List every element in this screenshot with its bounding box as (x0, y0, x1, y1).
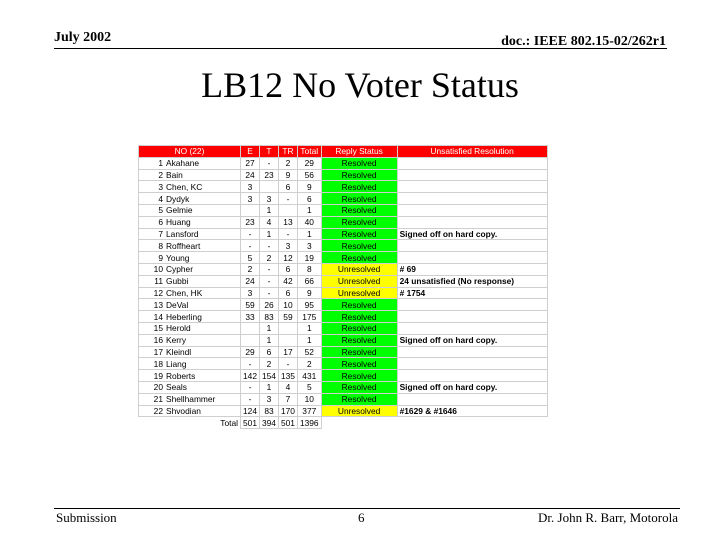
voter-number: 10 (153, 264, 163, 275)
tr-count-cell: - (278, 228, 297, 240)
reply-status-cell: Resolved (321, 252, 397, 264)
total-count-cell: 1 (297, 228, 321, 240)
column-header-reply-status: Reply Status (321, 146, 397, 158)
unsatisfied-resolution-cell: #1629 & #1646 (397, 405, 547, 417)
tr-count-cell: - (278, 193, 297, 205)
voter-number: 3 (158, 181, 163, 192)
tr-count-cell: 59 (278, 311, 297, 323)
total-count-cell: 6 (297, 193, 321, 205)
footer-submission: Submission (56, 510, 117, 525)
unsatisfied-resolution-cell (397, 346, 547, 358)
voter-name: Kleindl (166, 346, 192, 357)
total-count-cell: 175 (297, 311, 321, 323)
table-row (139, 334, 548, 346)
voter-name-cell (139, 275, 241, 287)
voter-name: Liang (166, 358, 187, 369)
voter-name: Kerry (166, 335, 187, 346)
reply-status-cell: Resolved (321, 181, 397, 193)
table-row (139, 322, 548, 334)
table-body (139, 157, 548, 417)
total-count-cell: 1 (297, 322, 321, 334)
unsatisfied-resolution-cell (397, 322, 547, 334)
voter-name: Huang (166, 217, 191, 228)
reply-status-cell: Resolved (321, 311, 397, 323)
voter-name-cell (139, 358, 241, 370)
table-header-row (139, 146, 548, 158)
e-count-cell: 59 (241, 299, 260, 311)
unsatisfied-resolution-cell (397, 181, 547, 193)
total-count-cell: 5 (297, 381, 321, 393)
voter-name: Cypher (166, 264, 193, 275)
no-voter-status-table (138, 145, 548, 429)
total-empty-note (397, 417, 547, 429)
table-row (139, 393, 548, 405)
voter-name-cell (139, 311, 241, 323)
e-count-cell: 24 (241, 275, 260, 287)
voter-name: Roffheart (166, 240, 201, 251)
total-count-cell: 1 (297, 204, 321, 216)
t-count-cell: 83 (259, 311, 278, 323)
e-count-cell: - (241, 381, 260, 393)
tr-count-cell: 135 (278, 370, 297, 382)
voter-name-cell (139, 240, 241, 252)
voter-number: 16 (153, 335, 163, 346)
t-count-cell: - (259, 263, 278, 275)
table-row (139, 252, 548, 264)
unsatisfied-resolution-cell (397, 204, 547, 216)
unsatisfied-resolution-cell (397, 169, 547, 181)
reply-status-cell: Resolved (321, 370, 397, 382)
voter-name-cell (139, 346, 241, 358)
e-count-cell: 2 (241, 263, 260, 275)
total-count-cell: 377 (297, 405, 321, 417)
t-count-cell: 154 (259, 370, 278, 382)
column-header-unsatisfied-resolution: Unsatisfied Resolution (397, 146, 547, 158)
unsatisfied-resolution-cell (397, 252, 547, 264)
table-row (139, 240, 548, 252)
table-row (139, 169, 548, 181)
voter-number: 14 (153, 311, 163, 322)
reply-status-cell: Resolved (321, 393, 397, 405)
column-header-e: E (241, 146, 260, 158)
voter-name: Gelmie (166, 205, 193, 216)
table-row (139, 204, 548, 216)
table-row (139, 193, 548, 205)
voter-name: Akahane (166, 158, 200, 169)
voter-name: Heberling (166, 311, 202, 322)
unsatisfied-resolution-cell: Signed off on hard copy. (397, 228, 547, 240)
voter-name-cell (139, 216, 241, 228)
reply-status-cell: Unresolved (321, 405, 397, 417)
reply-status-cell: Resolved (321, 299, 397, 311)
t-count-cell: 2 (259, 358, 278, 370)
table-row (139, 157, 548, 169)
t-count-cell: 26 (259, 299, 278, 311)
voter-name: Bain (166, 169, 183, 180)
voter-number: 12 (153, 287, 163, 298)
voter-number: 5 (158, 205, 163, 216)
column-header-voter: NO (22) (139, 146, 241, 158)
voter-name-cell (139, 287, 241, 299)
unsatisfied-resolution-cell: # 1754 (397, 287, 547, 299)
total-row (139, 417, 548, 429)
tr-count-cell: 170 (278, 405, 297, 417)
voter-number: 2 (158, 169, 163, 180)
voter-number: 17 (153, 346, 163, 357)
voter-number: 18 (153, 358, 163, 369)
voter-name-cell (139, 334, 241, 346)
e-count-cell: 3 (241, 181, 260, 193)
total-count-cell: 431 (297, 370, 321, 382)
e-count-cell: 33 (241, 311, 260, 323)
t-count-cell: 1 (259, 322, 278, 334)
t-count-cell: 83 (259, 405, 278, 417)
tr-count-cell: 17 (278, 346, 297, 358)
voter-number: 7 (158, 228, 163, 239)
t-count-cell: - (259, 157, 278, 169)
e-count-cell: 5 (241, 252, 260, 264)
voter-name: Dydyk (166, 193, 190, 204)
tr-count-cell: - (278, 358, 297, 370)
total-count-cell: 9 (297, 181, 321, 193)
reply-status-cell: Resolved (321, 193, 397, 205)
total-count-cell: 10 (297, 393, 321, 405)
header-divider (54, 48, 667, 49)
t-count-cell: 3 (259, 193, 278, 205)
reply-status-cell: Resolved (321, 169, 397, 181)
voter-name-cell (139, 252, 241, 264)
e-count-cell: 142 (241, 370, 260, 382)
t-count-cell: 1 (259, 381, 278, 393)
voter-name: Chen, HK (166, 287, 203, 298)
voter-name-cell (139, 228, 241, 240)
voter-name: Lansford (166, 228, 199, 239)
total-count-cell: 8 (297, 263, 321, 275)
unsatisfied-resolution-cell (397, 240, 547, 252)
total-tr: 501 (278, 417, 297, 429)
e-count-cell: 24 (241, 169, 260, 181)
reply-status-cell: Unresolved (321, 263, 397, 275)
total-count-cell: 95 (297, 299, 321, 311)
e-count-cell: - (241, 228, 260, 240)
reply-status-cell: Resolved (321, 240, 397, 252)
unsatisfied-resolution-cell (397, 216, 547, 228)
voter-number: 1 (158, 158, 163, 169)
tr-count-cell: 7 (278, 393, 297, 405)
voter-number: 20 (153, 382, 163, 393)
table-row (139, 358, 548, 370)
tr-count-cell: 10 (278, 299, 297, 311)
voter-name-cell (139, 157, 241, 169)
tr-count-cell (278, 322, 297, 334)
unsatisfied-resolution-cell: # 69 (397, 263, 547, 275)
e-count-cell (241, 334, 260, 346)
page-number: 6 (358, 510, 365, 525)
e-count-cell: 124 (241, 405, 260, 417)
tr-count-cell: 2 (278, 157, 297, 169)
reply-status-cell: Resolved (321, 157, 397, 169)
voter-name-cell (139, 169, 241, 181)
unsatisfied-resolution-cell (397, 299, 547, 311)
header-document-id: doc.: IEEE 802.15-02/262r1 (501, 34, 666, 49)
total-count-cell: 3 (297, 240, 321, 252)
voter-name-cell (139, 204, 241, 216)
table-row (139, 181, 548, 193)
voter-name-cell (139, 263, 241, 275)
voter-number: 11 (154, 276, 163, 287)
voter-number: 21 (153, 394, 163, 405)
e-count-cell: 3 (241, 193, 260, 205)
e-count-cell: 27 (241, 157, 260, 169)
total-grand: 1396 (297, 417, 321, 429)
tr-count-cell: 3 (278, 240, 297, 252)
unsatisfied-resolution-cell: Signed off on hard copy. (397, 381, 547, 393)
table-row (139, 311, 548, 323)
total-count-cell: 19 (297, 252, 321, 264)
e-count-cell: - (241, 358, 260, 370)
reply-status-cell: Resolved (321, 346, 397, 358)
tr-count-cell: 6 (278, 287, 297, 299)
table-row (139, 228, 548, 240)
unsatisfied-resolution-cell: 24 unsatisfied (No response) (397, 275, 547, 287)
voter-number: 6 (158, 217, 163, 228)
t-count-cell: 2 (259, 252, 278, 264)
e-count-cell: 3 (241, 287, 260, 299)
e-count-cell (241, 322, 260, 334)
table-row (139, 405, 548, 417)
e-count-cell: - (241, 240, 260, 252)
table-row (139, 381, 548, 393)
voter-number: 19 (153, 370, 163, 381)
total-count-cell: 66 (297, 275, 321, 287)
tr-count-cell (278, 204, 297, 216)
total-label: Total (220, 417, 238, 428)
voter-name-cell (139, 193, 241, 205)
reply-status-cell: Resolved (321, 204, 397, 216)
t-count-cell: 1 (259, 204, 278, 216)
table-row (139, 287, 548, 299)
t-count-cell: - (259, 240, 278, 252)
total-e: 501 (241, 417, 260, 429)
voter-name-cell (139, 299, 241, 311)
voter-number: 8 (158, 240, 163, 251)
tr-count-cell: 6 (278, 181, 297, 193)
tr-count-cell: 6 (278, 263, 297, 275)
tr-count-cell: 42 (278, 275, 297, 287)
voter-name-cell (139, 393, 241, 405)
voter-name-cell (139, 322, 241, 334)
voter-name-cell (139, 181, 241, 193)
unsatisfied-resolution-cell (397, 370, 547, 382)
voter-name: Shellhammer (166, 394, 216, 405)
total-t: 394 (259, 417, 278, 429)
reply-status-cell: Resolved (321, 322, 397, 334)
reply-status-cell: Resolved (321, 216, 397, 228)
tr-count-cell: 9 (278, 169, 297, 181)
table-row (139, 370, 548, 382)
total-count-cell: 9 (297, 287, 321, 299)
total-count-cell: 2 (297, 358, 321, 370)
total-empty-status (321, 417, 397, 429)
voter-name: DeVal (166, 299, 189, 310)
voter-name-cell (139, 370, 241, 382)
table-row (139, 275, 548, 287)
e-count-cell: - (241, 393, 260, 405)
table-row (139, 216, 548, 228)
voter-number: 9 (158, 252, 163, 263)
e-count-cell: 23 (241, 216, 260, 228)
column-header-tr: TR (278, 146, 297, 158)
voter-name-cell (139, 381, 241, 393)
unsatisfied-resolution-cell (397, 311, 547, 323)
voter-number: 4 (158, 193, 163, 204)
reply-status-cell: Resolved (321, 228, 397, 240)
t-count-cell: 23 (259, 169, 278, 181)
t-count-cell: 6 (259, 346, 278, 358)
unsatisfied-resolution-cell (397, 157, 547, 169)
unsatisfied-resolution-cell (397, 393, 547, 405)
unsatisfied-resolution-cell: Signed off on hard copy. (397, 334, 547, 346)
voter-number: 13 (153, 299, 163, 310)
voter-name: Gubbi (166, 276, 189, 287)
column-header-t: T (259, 146, 278, 158)
t-count-cell: - (259, 287, 278, 299)
reply-status-cell: Resolved (321, 334, 397, 346)
t-count-cell: - (259, 275, 278, 287)
unsatisfied-resolution-cell (397, 193, 547, 205)
reply-status-cell: Unresolved (321, 287, 397, 299)
t-count-cell: 4 (259, 216, 278, 228)
voter-name: Shvodian (166, 405, 201, 416)
total-count-cell: 29 (297, 157, 321, 169)
tr-count-cell: 4 (278, 381, 297, 393)
t-count-cell: 1 (259, 334, 278, 346)
voter-name-cell (139, 405, 241, 417)
header-date: July 2002 (54, 30, 112, 45)
voter-name: Roberts (166, 370, 196, 381)
slide-title: LB12 No Voter Status (201, 65, 519, 105)
reply-status-cell: Unresolved (321, 275, 397, 287)
tr-count-cell (278, 334, 297, 346)
total-count-cell: 52 (297, 346, 321, 358)
t-count-cell (259, 181, 278, 193)
total-count-cell: 40 (297, 216, 321, 228)
voter-name: Young (166, 252, 190, 263)
e-count-cell: 29 (241, 346, 260, 358)
total-count-cell: 56 (297, 169, 321, 181)
e-count-cell (241, 204, 260, 216)
tr-count-cell: 12 (278, 252, 297, 264)
reply-status-cell: Resolved (321, 358, 397, 370)
table-row (139, 263, 548, 275)
footer-author: Dr. John R. Barr, Motorola (538, 510, 678, 525)
total-count-cell: 1 (297, 334, 321, 346)
footer-divider (54, 508, 680, 509)
table-row (139, 346, 548, 358)
t-count-cell: 3 (259, 393, 278, 405)
tr-count-cell: 13 (278, 216, 297, 228)
voter-name: Seals (166, 382, 187, 393)
voter-name: Herold (166, 323, 191, 334)
table-row (139, 299, 548, 311)
voter-name: Chen, KC (166, 181, 203, 192)
t-count-cell: 1 (259, 228, 278, 240)
voter-number: 15 (153, 323, 163, 334)
voter-number: 22 (153, 405, 163, 416)
column-header-total: Total (297, 146, 321, 158)
unsatisfied-resolution-cell (397, 358, 547, 370)
reply-status-cell: Resolved (321, 381, 397, 393)
